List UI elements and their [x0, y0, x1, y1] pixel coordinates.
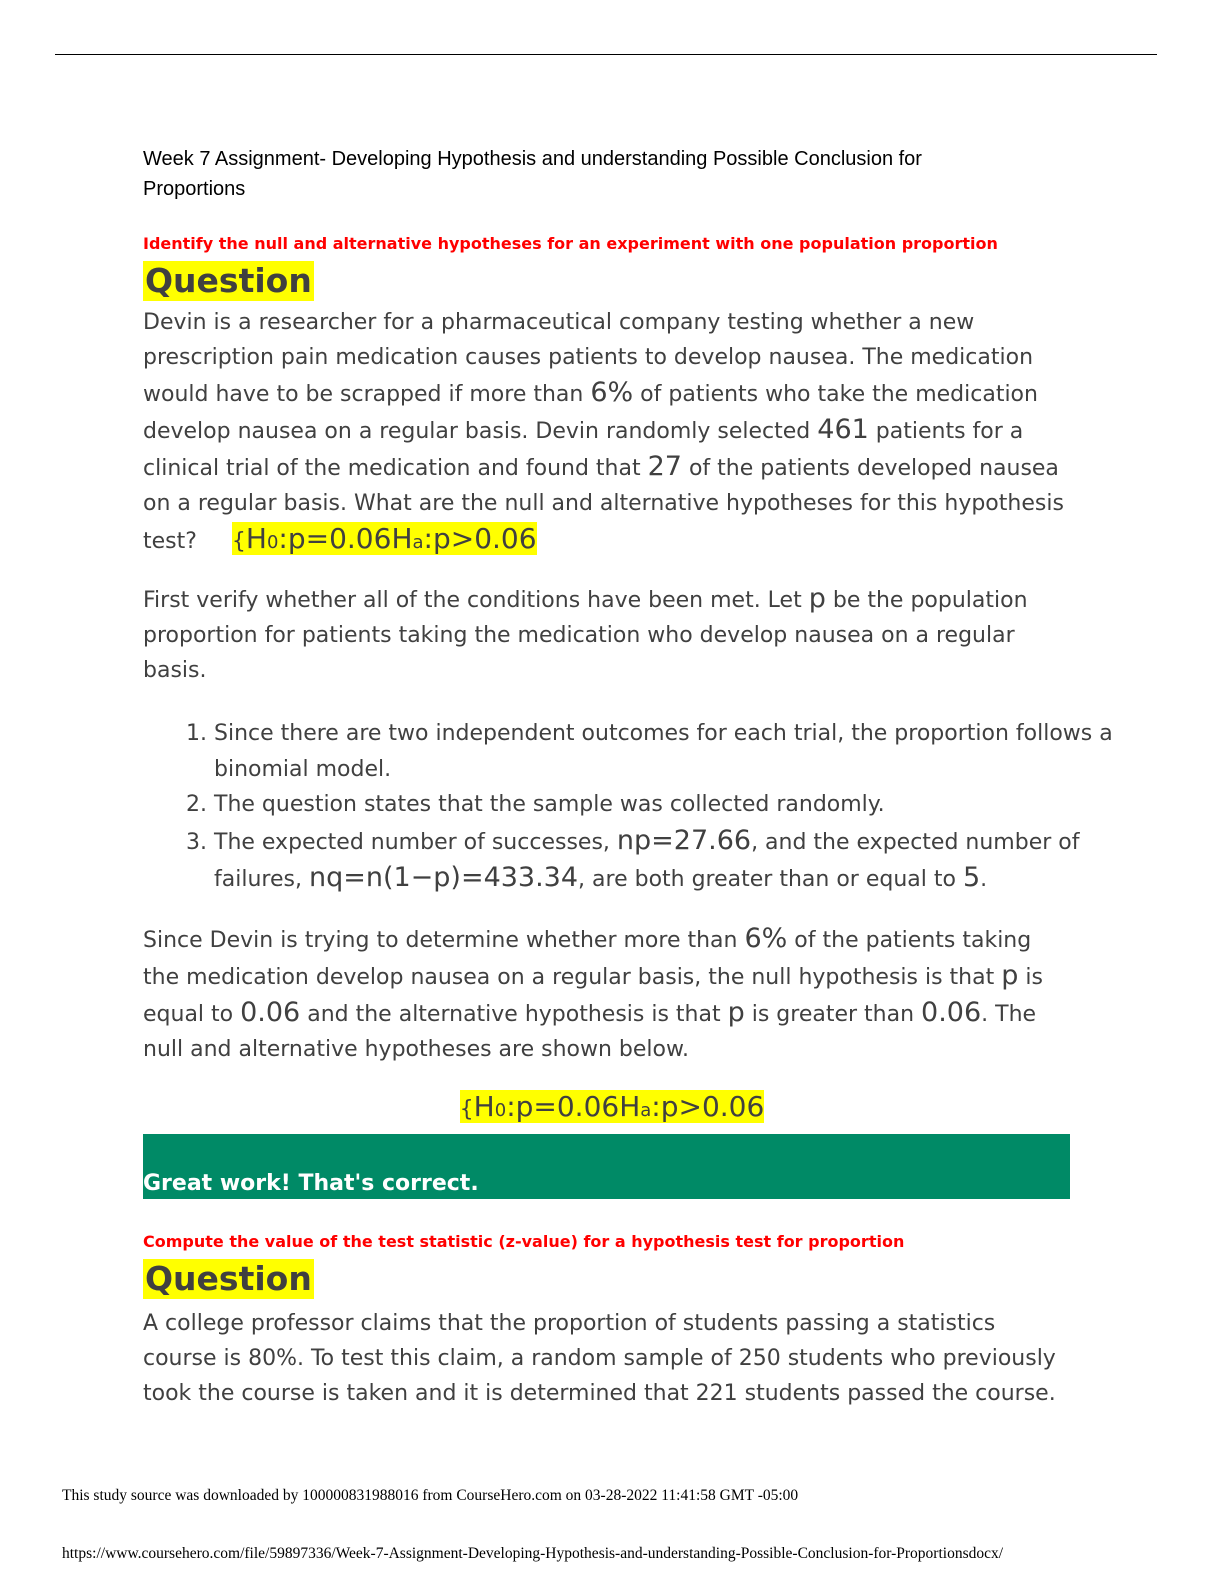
explanation-paragraph: Since Devin is trying to determine whether more than 6% of the patients taking the medication develop nausea on a regular basis, the null hypothesis is that p is equal to 0.06 and the alternative hypothesis is that p is greater than 0.06. The null and alternative hypotheses are shown below. [143, 923, 1043, 1062]
list-item: 2. The question states that the sample was collected randomly. [214, 787, 1144, 823]
list-item: 1. Since there are two independent outcomes for each trial, the proportion follows a binomial model. [214, 716, 1144, 787]
feedback-text: Great work! That's correct. [143, 1171, 479, 1196]
download-notice: This study source was downloaded by 100000831988016 from CourseHero.com on 03-28-2022 11:41:58 GMT -05:00 [62, 1487, 799, 1504]
list-item: 3. The expected number of successes, np=27.66, and the expected number of failures, nq=n(1−p)=433.34, are both greater than or equal to 5. [214, 823, 1144, 898]
question-label-2: Question [145, 1259, 312, 1298]
objective-heading-2: Compute the value of the test statistic (z-value) for a hypothesis test for proportion [143, 1232, 905, 1251]
feedback-banner [143, 1134, 1070, 1199]
hypotheses-display: {H0:p=0.06Ha:p>0.06 [459, 1090, 765, 1123]
objective-heading: Identify the null and alternative hypotheses for an experiment with one population proportion [143, 234, 998, 253]
question-text-2: A college professor claims that the proportion of students passing a statistics course is 80%. To test this claim, a random sample of 250 students who previously took the course is taken and it is determined that 221 students passed the course. [143, 1311, 1056, 1406]
hypotheses-answer: {H0:p=0.06Ha:p>0.06 [231, 522, 537, 555]
question-text: Devin is a researcher for a pharmaceutical company testing whether a new prescription pain medication causes patients to develop nausea. The medication would have to be scrapped if more than 6% of patients who take the medication develop nausea on a regular basis. Devin randomly selected 461 patients for a clinical trial of the medication and found that 27 of the patients developed nausea on a regular basis. What are the null and alternative hypotheses for this hypothesis test? {H0:p=0.06Ha:p>0.06 [143, 310, 1064, 555]
source-url: https://www.coursehero.com/file/59897336/Week-7-Assignment-Developing-Hypothesis-and-understanding-Possible-Conclusion-for-Proportionsdocx/ [62, 1545, 1004, 1562]
question-label: Question [145, 261, 312, 300]
document-title: Week 7 Assignment- Developing Hypothesis and understanding Possible Conclusion for Proportions [143, 148, 922, 200]
verify-paragraph: First verify whether all of the conditions have been met. Let p be the population proportion for patients taking the medication who develop nausea on a regular basis. [143, 583, 1028, 683]
conditions-list [143, 716, 1144, 898]
header-rule [55, 54, 1157, 55]
